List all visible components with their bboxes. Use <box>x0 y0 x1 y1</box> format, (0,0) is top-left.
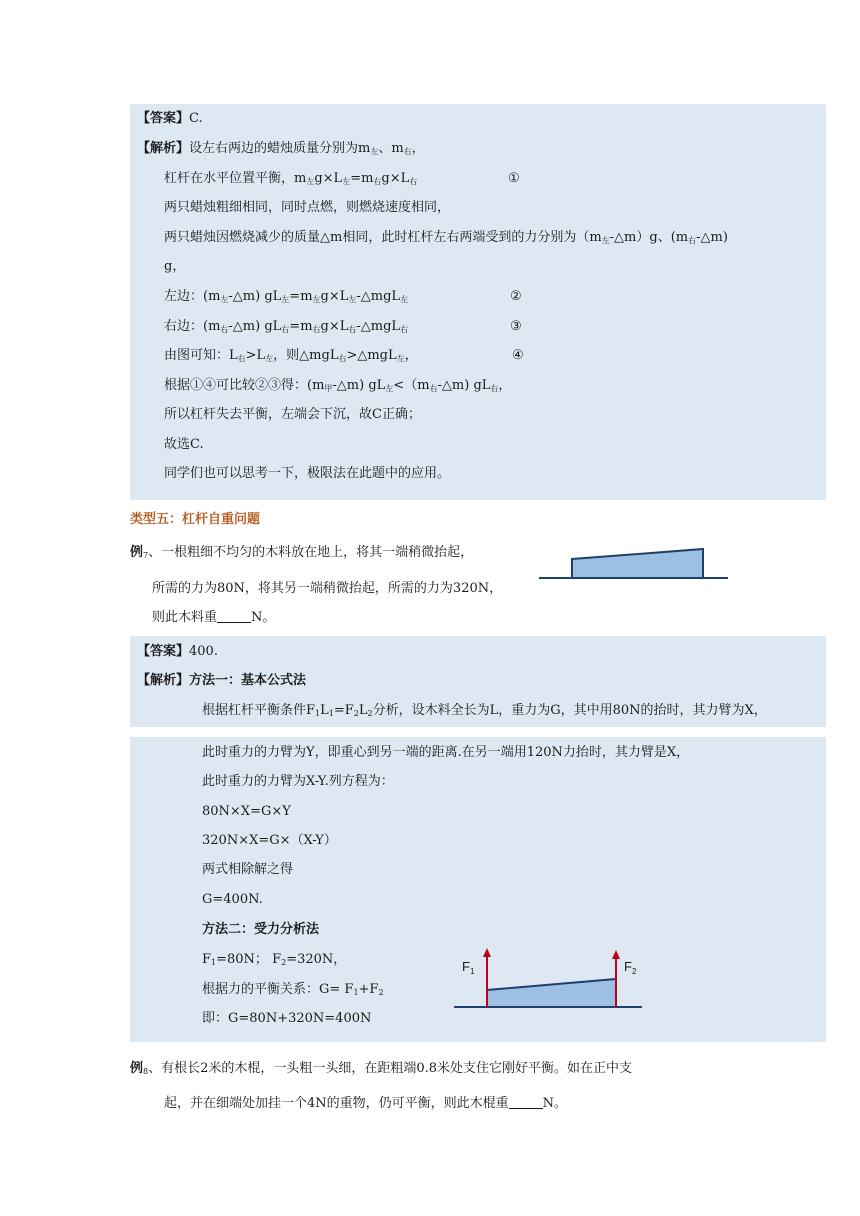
eq-mark-2: ② <box>510 289 522 304</box>
analysis-text-12: 同学们也可以思考一下，极限法在此题中的应用。 <box>164 466 451 481</box>
analysis-line-ex7: 【解析】方法一：基本公式法 <box>137 673 307 688</box>
answer-blank <box>217 610 251 623</box>
label-f2: $F_2$ <box>624 959 637 976</box>
beam-shape <box>487 979 616 1007</box>
method2-heading: 方法二：受力分析法 <box>202 922 320 937</box>
eq-mark-1: ① <box>508 171 520 186</box>
answer-line-ex7: 【答案】400. <box>137 644 218 659</box>
force-arrowhead-f2 <box>612 950 620 959</box>
eq-mark-4: ④ <box>512 348 524 363</box>
analysis-text-3: 两只蜡烛粗细相同，同时点燃，则燃烧速度相同， <box>164 200 451 215</box>
method1-text-1: 根据杠杆平衡条件$F_1L_1=F_2L_2$分析，设木料全长为L，重力为G，其中用80N的抬时，其力臂为X， <box>202 703 767 718</box>
method1-text-3: 此时重力的力臂为X-Y.列方程为： <box>202 774 394 789</box>
equation-1: 80N×X=G×Y <box>202 804 291 819</box>
analysis-eq-2: 左边：$(m_左-\triangle m)$ $gL_左=m_左g\times L_左-\triangle mgL_左$ <box>164 289 409 304</box>
method2-text-3: 即：G=80N+320N=400N <box>202 1011 372 1026</box>
example-7-line-1: 例$_7$、一根粗细不均匀的木料放在地上，将其一端稍微抬起， <box>130 545 474 560</box>
analysis-text-5: g， <box>164 259 186 274</box>
beam-shape <box>572 549 703 578</box>
method1-result: G=400N. <box>202 892 263 907</box>
answer-line: 【答案】C. <box>137 111 203 126</box>
example-7-line-2: 所需的力为80N，将其另一端稍微抬起，所需的力为320N， <box>152 581 503 596</box>
analysis-eq-3: 右边：$(m_右-\triangle m)$ $gL_右=m_右g\times L_右-\triangle mgL_右$ <box>164 319 409 334</box>
force-arrowhead-f1 <box>483 948 491 957</box>
analysis-line: 【解析】设左右两边的蜡烛质量分别为$m_左$、$m_右$， <box>137 141 425 156</box>
label-f1: $F_1$ <box>462 959 475 976</box>
beam-figure-ex7 <box>536 540 736 586</box>
analysis-eq-5: 根据①④可比较②③得：$(m_甲-\triangle m)$ $gL_左<(m_右-\triangle m)$ $gL_右$， <box>164 378 512 393</box>
equation-2: 320N×X=G×（X-Y） <box>202 833 337 848</box>
analysis-eq-4: 由图可知：$L_右>L_左$，则△mgL$_右$>△mgL$_左$， <box>164 348 418 363</box>
method1-text-4: 两式相除解之得 <box>202 862 294 877</box>
example-7-line-3: 则此木料重 N。 <box>152 610 276 625</box>
section-heading: 类型五：杠杆自重问题 <box>130 512 261 527</box>
method2-text-2: 根据力的平衡关系：$G= F_1+F_2$ <box>202 982 384 997</box>
analysis-text-11: 故选C. <box>164 437 204 452</box>
method1-text-2: 此时重力的力臂为Y，即重心到另一端的距离.在另一端用120N力抬时，其力臂是X， <box>202 745 690 760</box>
eq-mark-3: ③ <box>510 319 522 334</box>
analysis-text-4: 两只蜡烛因燃烧减少的质量△m相同，此时杠杆左右两端受到的力分别为$(m_左-\triangle m)g$、$(m_右-\triangle m)$ <box>164 230 728 245</box>
analysis-eq-1: 杠杆在水平位置平衡，$m_左g\times L_左=m_右g\times L_右$ <box>164 171 418 186</box>
method2-text-1: $F_1=80N$； $F_2=320N$， <box>202 952 347 967</box>
answer-blank <box>509 1096 543 1109</box>
example-8-line-1: 例$_8$、有根长2米的木棍，一头粗一头细，在距粗端0.8米处支住它刚好平衡。如在正中支 <box>130 1061 633 1076</box>
analysis-text-10: 所以杠杆失去平衡，左端会下沉，故C正确； <box>164 407 421 422</box>
force-figure-ex7 <box>452 944 648 1014</box>
example-8-line-2: 起，并在细端处加挂一个4N的重物，仍可平衡，则此木棍重 N。 <box>164 1096 568 1111</box>
